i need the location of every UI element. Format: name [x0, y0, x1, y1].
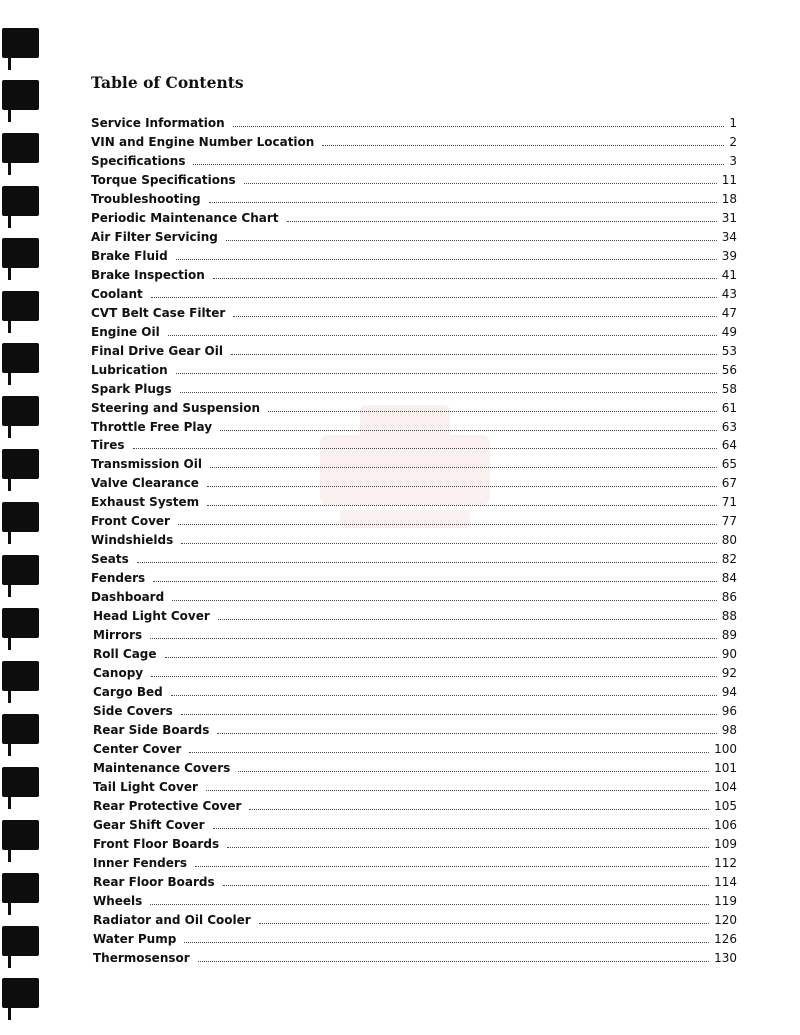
toc-entry-page-number: 1 [729, 116, 737, 130]
toc-entry-label: Center Cover [93, 741, 182, 756]
dot-leader [184, 932, 709, 943]
toc-entry-label: Fenders [91, 571, 146, 586]
toc-entry-label: Inner Fenders [93, 855, 187, 870]
dot-leader [193, 154, 724, 165]
toc-entry-label: Air Filter Servicing [91, 229, 218, 244]
toc-entry-label: Rear Protective Cover [93, 798, 242, 813]
toc-entry[interactable] [91, 455, 737, 474]
dot-leader [231, 344, 717, 355]
toc-entry-label: Coolant [91, 286, 143, 301]
toc-entry-page-number: 11 [721, 172, 737, 187]
toc-entry-label: Front Floor Boards [93, 836, 220, 851]
binding-hole [2, 28, 39, 58]
binding-hole [2, 396, 39, 426]
toc-entry-page-number: 126 [714, 931, 737, 946]
toc-entry[interactable] [93, 911, 737, 930]
dot-leader [198, 951, 709, 962]
binding-hole [2, 820, 39, 850]
dot-leader [171, 685, 717, 696]
toc-entry-page-number: 84 [721, 571, 737, 586]
toc-entry[interactable] [91, 399, 737, 418]
toc-entry-page-number: 80 [721, 533, 737, 548]
dot-leader [220, 420, 717, 431]
toc-entry[interactable] [91, 323, 737, 342]
toc-entry-page-number: 98 [721, 723, 737, 737]
toc-entry-page-number: 130 [714, 950, 737, 965]
toc-entry[interactable] [91, 304, 737, 323]
toc-entry-label: Thermosensor [93, 950, 190, 965]
toc-entry-label: Periodic Maintenance Chart [91, 210, 279, 225]
toc-entry[interactable] [93, 607, 737, 626]
toc-entry-label: Brake Inspection [91, 267, 205, 282]
toc-entry-label: Tail Light Cover [93, 779, 198, 794]
toc-entry[interactable] [93, 873, 737, 892]
toc-entry-label: Exhaust System [91, 495, 200, 510]
toc-entry-page-number: 47 [721, 305, 737, 320]
dot-leader [189, 742, 709, 753]
binding-hole [2, 555, 39, 585]
dot-leader [213, 268, 717, 279]
toc-entry-label: Head Light Cover [93, 609, 210, 624]
toc-entry[interactable] [93, 721, 737, 740]
toc-entry[interactable] [91, 474, 737, 493]
toc-entry[interactable] [93, 778, 737, 797]
toc-entry-label: Transmission Oil [91, 457, 202, 472]
dot-leader [249, 799, 709, 810]
toc-entry-page-number: 114 [714, 874, 737, 889]
toc-entry-label: Side Covers [93, 704, 173, 719]
dot-leader [181, 533, 716, 544]
dot-leader [172, 590, 717, 601]
toc-entry-page-number: 101 [714, 760, 737, 775]
page-title: Table of Contents [91, 73, 244, 92]
toc-entry[interactable] [93, 892, 737, 911]
binding-hole [2, 926, 39, 956]
toc-entry[interactable] [91, 493, 737, 512]
toc-entry[interactable] [93, 949, 737, 968]
dot-leader [213, 818, 710, 829]
binding-hole [2, 978, 39, 1008]
toc-entry-page-number: 86 [721, 590, 737, 605]
toc-entry-label: Final Drive Gear Oil [91, 343, 223, 358]
binding-hole [2, 238, 39, 268]
dot-leader [233, 116, 725, 127]
toc-entry-page-number: 90 [721, 647, 737, 662]
dot-leader [233, 306, 716, 317]
toc-entry-label: VIN and Engine Number Location [91, 134, 315, 149]
toc-entry-label: Radiator and Oil Cooler [93, 912, 251, 927]
toc-entry[interactable] [91, 512, 737, 531]
toc-entry[interactable] [91, 266, 737, 285]
dot-leader [217, 723, 716, 734]
toc-entry-page-number: 112 [714, 855, 737, 870]
toc-entry[interactable] [93, 854, 737, 873]
toc-entry[interactable] [91, 361, 737, 380]
toc-entry-page-number: 88 [721, 609, 737, 624]
dot-leader [223, 875, 709, 886]
dot-leader [133, 438, 717, 449]
toc-entry-label: Spark Plugs [91, 381, 172, 396]
toc-entry[interactable] [91, 285, 737, 304]
toc-entry[interactable] [91, 247, 737, 266]
dot-leader [137, 552, 717, 563]
binding-hole [2, 186, 39, 216]
toc-entry[interactable] [93, 740, 737, 759]
toc-entry[interactable] [91, 152, 737, 171]
toc-entry[interactable] [93, 683, 737, 702]
toc-entry-page-number: 109 [714, 836, 737, 851]
toc-list [91, 114, 737, 968]
toc-entry-page-number: 120 [714, 912, 737, 927]
toc-entry-label: Front Cover [91, 514, 170, 529]
dot-leader [259, 913, 709, 924]
binding-hole [2, 80, 39, 110]
toc-entry-page-number: 34 [721, 229, 737, 244]
toc-entry-page-number: 104 [714, 779, 737, 794]
toc-entry-page-number: 41 [721, 267, 737, 282]
toc-entry-label: Maintenance Covers [93, 760, 231, 775]
dot-leader [195, 856, 709, 867]
dot-leader [151, 666, 717, 677]
toc-entry[interactable] [93, 816, 737, 835]
binding-hole [2, 502, 39, 532]
toc-entry-page-number: 92 [721, 666, 737, 681]
dot-leader [168, 325, 717, 336]
toc-entry[interactable] [93, 702, 737, 721]
toc-entry[interactable] [91, 569, 737, 588]
binding-hole [2, 767, 39, 797]
binding-hole [2, 608, 39, 638]
toc-entry-page-number: 96 [721, 704, 737, 719]
toc-entry-page-number: 64 [721, 438, 737, 453]
toc-entry[interactable] [91, 114, 737, 133]
toc-entry-page-number: 71 [721, 495, 737, 510]
toc-entry-page-number: 31 [721, 210, 737, 225]
dot-leader [178, 514, 717, 525]
toc-entry-label: Rear Side Boards [93, 723, 210, 737]
dot-leader [180, 382, 717, 393]
toc-entry[interactable] [93, 626, 737, 645]
dot-leader [322, 135, 724, 146]
toc-entry-page-number: 77 [721, 514, 737, 529]
dot-leader [150, 628, 717, 639]
toc-entry-label: Torque Specifications [91, 172, 236, 187]
toc-entry[interactable] [91, 418, 737, 437]
toc-entry[interactable] [91, 588, 737, 607]
toc-entry-label: Cargo Bed [93, 685, 163, 700]
toc-entry-page-number: 18 [721, 191, 737, 206]
toc-entry-label: Tires [91, 438, 125, 453]
binding-hole [2, 873, 39, 903]
dot-leader [227, 837, 709, 848]
toc-entry[interactable] [91, 190, 737, 209]
toc-entry[interactable] [91, 228, 737, 247]
toc-entry-label: Canopy [93, 666, 144, 681]
toc-entry-label: Windshields [91, 533, 174, 548]
toc-entry-label: Dashboard [91, 590, 165, 605]
toc-entry[interactable] [93, 664, 737, 683]
binding-hole [2, 661, 39, 691]
dot-leader [207, 476, 717, 487]
toc-entry-page-number: 58 [721, 381, 737, 396]
toc-entry-label: Specifications [91, 153, 186, 168]
toc-entry-page-number: 39 [721, 248, 737, 263]
toc-entry-label: Water Pump [93, 931, 177, 946]
toc-entry-page-number: 65 [721, 457, 737, 472]
dot-leader [176, 363, 717, 374]
dot-leader [268, 401, 717, 412]
toc-entry[interactable] [93, 645, 737, 664]
toc-entry-page-number: 94 [721, 685, 737, 700]
dot-leader [287, 211, 717, 222]
toc-entry[interactable] [91, 209, 737, 228]
toc-entry[interactable] [93, 759, 737, 778]
toc-entry-label: Wheels [93, 893, 143, 908]
toc-entry-page-number: 82 [721, 552, 737, 567]
toc-entry[interactable] [91, 133, 737, 152]
dot-leader [206, 780, 709, 791]
toc-entry-page-number: 89 [721, 628, 737, 643]
toc-entry-page-number: 105 [714, 798, 737, 813]
toc-entry-label: Rear Floor Boards [93, 874, 215, 889]
toc-entry-label: Engine Oil [91, 324, 160, 339]
toc-entry-label: Valve Clearance [91, 476, 199, 491]
toc-entry-page-number: 100 [714, 741, 737, 756]
toc-entry-label: CVT Belt Case Filter [91, 305, 226, 320]
dot-leader [244, 173, 717, 184]
dot-leader [151, 287, 717, 298]
toc-entry-page-number: 106 [714, 817, 737, 832]
toc-entry-page-number: 2 [729, 134, 737, 149]
dot-leader [165, 647, 717, 658]
toc-entry[interactable] [91, 436, 737, 455]
binding-hole [2, 133, 39, 163]
toc-entry[interactable] [93, 835, 737, 854]
toc-entry-label: Troubleshooting [91, 191, 201, 206]
binding-hole [2, 449, 39, 479]
toc-entry-page-number: 49 [721, 324, 737, 339]
binding-hole [2, 343, 39, 373]
table-of-contents [91, 70, 737, 968]
toc-entry-page-number: 67 [721, 476, 737, 491]
dot-leader [226, 230, 717, 241]
toc-entry-label: Service Information [91, 116, 225, 130]
dot-leader [176, 249, 717, 260]
binding-hole [2, 291, 39, 321]
toc-entry-page-number: 56 [721, 362, 737, 377]
toc-entry-label: Lubrication [91, 362, 168, 377]
toc-entry[interactable] [91, 171, 737, 190]
toc-entry-label: Throttle Free Play [91, 419, 213, 434]
dot-leader [150, 894, 709, 905]
dot-leader [218, 609, 717, 620]
toc-entry[interactable] [91, 550, 737, 569]
toc-entry[interactable] [93, 930, 737, 949]
toc-entry-label: Mirrors [93, 628, 143, 643]
dot-leader [153, 571, 717, 582]
dot-leader [209, 192, 717, 203]
toc-entry-label: Roll Cage [93, 647, 157, 662]
toc-entry-page-number: 43 [721, 286, 737, 301]
toc-entry[interactable] [91, 531, 737, 550]
toc-entry-page-number: 63 [721, 419, 737, 434]
dot-leader [238, 761, 709, 772]
spiral-binding [0, 0, 50, 1035]
dot-leader [210, 457, 717, 468]
toc-entry-label: Steering and Suspension [91, 400, 261, 415]
toc-entry[interactable] [91, 342, 737, 361]
toc-entry-page-number: 53 [721, 343, 737, 358]
toc-entry-page-number: 119 [714, 893, 737, 908]
toc-entry[interactable] [91, 380, 737, 399]
toc-entry-page-number: 3 [729, 153, 737, 168]
toc-entry-label: Gear Shift Cover [93, 817, 205, 832]
toc-entry-label: Brake Fluid [91, 248, 168, 263]
toc-entry-page-number: 61 [721, 400, 737, 415]
binding-hole [2, 714, 39, 744]
toc-entry-label: Seats [91, 552, 129, 567]
toc-entry[interactable] [93, 797, 737, 816]
dot-leader [181, 704, 717, 715]
dot-leader [207, 495, 717, 506]
